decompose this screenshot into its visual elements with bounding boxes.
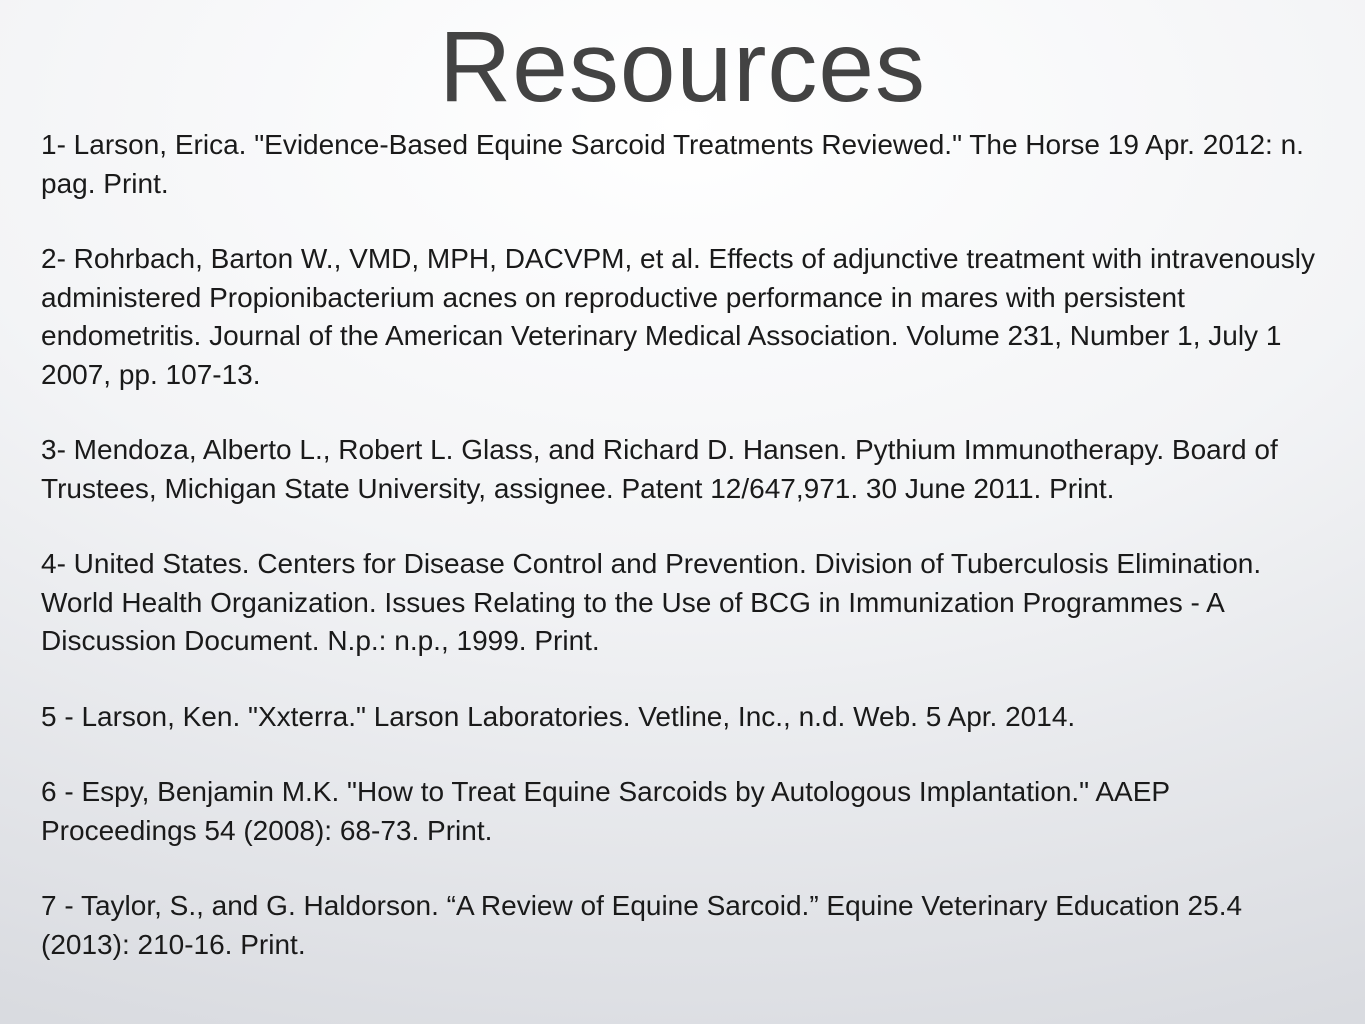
reference-item-2: 2- Rohrbach, Barton W., VMD, MPH, DACVPM, et al. Effects of adjunctive treatment with intravenously administered Propionibacterium acnes on reproductive performance in mares with persistent endometritis. Journal of the American Veterinary Medical Association. Volume 231, Number 1, July 1 2007, pp. 107-13. <box>41 243 1315 390</box>
reference-item-5: 5 - Larson, Ken. "Xxterra." Larson Laboratories. Vetline, Inc., n.d. Web. 5 Apr. 2014. <box>41 700 1076 732</box>
slide-title: Resources <box>439 11 926 123</box>
reference-item-1: 1- Larson, Erica. "Evidence-Based Equine Sarcoid Treatments Reviewed." The Horse 19 Apr. 2012: n. pag. Print. <box>41 129 1304 199</box>
reference-item-7: 7 - Taylor, S., and G. Haldorson. “A Review of Equine Sarcoid.” Equine Veterinary Education 25.4 (2013): 210-16. Print. <box>41 890 1243 960</box>
reference-item-4: 4- United States. Centers for Disease Control and Prevention. Division of Tuberculosis Elimination. World Health Organization. Issues Relating to the Use of BCG in Immunization Programmes - A Discussion Document. N.p.: n.p., 1999. Print. <box>41 548 1262 656</box>
reference-item-6: 6 - Espy, Benjamin M.K. "How to Treat Equine Sarcoids by Autologous Implantation." AAEP Proceedings 54 (2008): 68-73. Print. <box>41 776 1170 846</box>
reference-list <box>41 126 1331 964</box>
reference-item-3: 3- Mendoza, Alberto L., Robert L. Glass, and Richard D. Hansen. Pythium Immunotherapy. Board of Trustees, Michigan State University, assignee. Patent 12/647,971. 30 June 2011. Print. <box>41 434 1278 504</box>
